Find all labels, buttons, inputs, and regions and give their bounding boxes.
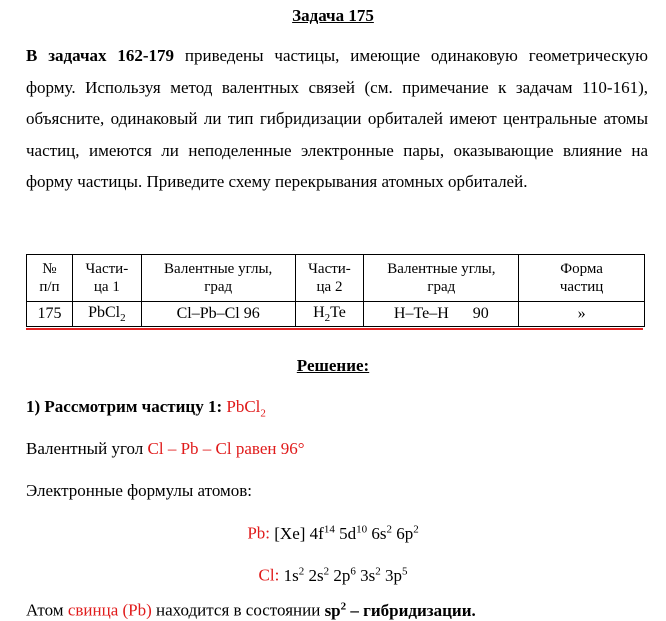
header-shape: Форма частиц xyxy=(519,255,645,302)
header-num: № п/п xyxy=(27,255,73,302)
step1-line xyxy=(26,397,266,419)
step1-label: 1) Рассмотрим частицу 1: xyxy=(26,397,227,416)
cell-angle1: Cl–Pb–Cl 96 xyxy=(141,302,295,327)
cl-label: Cl: xyxy=(258,565,284,585)
cell-num: 175 xyxy=(27,302,73,327)
task-table xyxy=(26,254,645,327)
task-range: В задачах 162-179 xyxy=(26,46,175,65)
pb-label: Pb: xyxy=(247,523,275,543)
cell-angle2: H–Te–H 90 xyxy=(364,302,519,327)
cell-particle1: PbCl$_2$ xyxy=(72,302,141,327)
header-angles1: Валентные углы, град xyxy=(141,255,295,302)
angle-value: Cl – Pb – Cl равен 96° xyxy=(147,439,305,458)
cell-shape: » xyxy=(519,302,645,327)
solution-heading: Решение: xyxy=(296,356,370,375)
pb-formula: [Xe] $4f^{14}$ $5d^{10}$ $6s^2$ $6p^2$ xyxy=(274,523,419,543)
lead-atom: свинца (Pb) xyxy=(67,600,152,620)
table-row xyxy=(27,302,645,327)
cl-formula-line xyxy=(0,565,666,586)
header-angles2: Валентные углы, град xyxy=(364,255,519,302)
task-text: приведены частицы, имеющие одинаковую геометрическую форму. Используя метод валентных связей (см. примечание к задачам 110-161), объясните, одинаковый ли тип гибридизации орбиталей имеют центральные атомы частиц, имеются ли неподеленные электронные пары, оказывающие влияние на форму частицы. Приведите схему перекрывания атомных орбиталей. xyxy=(26,46,648,191)
task-description xyxy=(26,40,648,198)
task-title: Задача 175 xyxy=(292,6,374,25)
red-underline xyxy=(26,328,643,330)
hybridization-type: $sp^2$ – гибридизации. xyxy=(324,600,476,620)
header-particle1: Части- ца 1 xyxy=(72,255,141,302)
header-particle2: Части- ца 2 xyxy=(295,255,364,302)
hybridization-line: Атом свинца (Pb) находится в состоянии $sp^2$ – гибридизации. xyxy=(26,600,476,620)
cl-formula: $1s^2$ $2s^2$ $2p^6$ $3s^2$ $3p^5$ xyxy=(283,565,408,585)
angle-line: Валентный угол Cl – Pb – Cl равен 96° xyxy=(26,439,305,458)
pb-formula-line xyxy=(0,523,666,544)
table-header-row xyxy=(27,255,645,302)
cell-particle2: $H_2Te$ xyxy=(295,302,364,327)
electron-formulas-label: Электронные формулы атомов: xyxy=(26,481,253,500)
step1-formula: PbCl$_2$ xyxy=(226,397,266,420)
